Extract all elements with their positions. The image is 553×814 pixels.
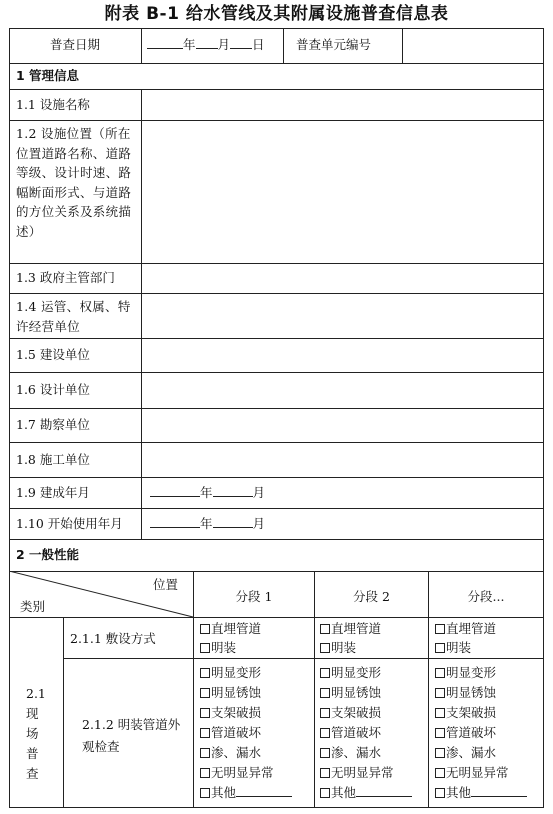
category-onsite-survey: 2.1 现场普查 — [26, 686, 46, 781]
checkbox-icon[interactable] — [435, 768, 445, 778]
checkbox-icon[interactable] — [200, 788, 210, 798]
rule — [63, 617, 64, 808]
row-label-builder-unit: 1.8 施工单位 — [16, 452, 90, 467]
facility-name-field[interactable] — [142, 90, 543, 120]
option-label: 无明显异常 — [446, 765, 509, 780]
option-label: 明显变形 — [446, 665, 497, 680]
rule — [428, 571, 429, 808]
checkbox-direct-buried[interactable] — [200, 620, 261, 638]
start-use-date-field[interactable] — [150, 515, 265, 533]
option-label: 管道破坏 — [211, 725, 262, 740]
checkbox-leakage[interactable] — [320, 744, 381, 762]
checkbox-pipe-damage[interactable] — [320, 724, 381, 742]
year-label: 年 — [200, 485, 213, 500]
checkbox-icon[interactable] — [320, 668, 330, 678]
operator-field[interactable] — [142, 294, 543, 338]
facility-location-field[interactable] — [142, 121, 543, 263]
checkbox-pipe-damage[interactable] — [435, 724, 496, 742]
rule — [314, 571, 315, 808]
checkbox-corrosion[interactable] — [435, 684, 496, 702]
option-label: 明显锈蚀 — [446, 685, 497, 700]
option-label: 直埋管道 — [446, 621, 497, 636]
checkbox-other[interactable] — [200, 784, 292, 802]
month-label: 月 — [217, 37, 231, 52]
option-label: 渗、漏水 — [211, 745, 262, 760]
segment-2-header: 分段 2 — [353, 589, 390, 604]
checkbox-icon[interactable] — [200, 728, 210, 738]
option-label: 渗、漏水 — [446, 745, 497, 760]
checkbox-other[interactable] — [320, 784, 412, 802]
exposed-pipe-inspection-label: 2.1.2 明装管道外观检查 — [82, 717, 181, 754]
checkbox-direct-buried[interactable] — [435, 620, 496, 638]
corner-category-label: 类别 — [20, 599, 46, 614]
row-label-government-department: 1.3 政府主管部门 — [16, 270, 115, 285]
rule — [9, 539, 544, 540]
checkbox-other[interactable] — [435, 784, 527, 802]
rule — [9, 508, 544, 509]
option-label: 其他 — [446, 785, 472, 800]
option-label: 管道破坏 — [331, 725, 382, 740]
survey-unit-number-field[interactable] — [403, 29, 543, 63]
segment-n-header: 分段... — [467, 589, 505, 604]
checkbox-deformation[interactable] — [200, 664, 261, 682]
option-label: 明显锈蚀 — [331, 685, 382, 700]
checkbox-icon[interactable] — [200, 643, 210, 653]
checkbox-icon[interactable] — [320, 768, 330, 778]
option-label: 明装 — [331, 640, 357, 655]
checkbox-exposed[interactable] — [200, 639, 236, 657]
option-label: 其他 — [331, 785, 357, 800]
checkbox-support-damage[interactable] — [435, 704, 496, 722]
checkbox-icon[interactable] — [200, 708, 210, 718]
section-2-heading: 2 一般性能 — [16, 547, 80, 562]
row-label-operator: 1.4 运管、权属、特许经营单位 — [16, 299, 131, 334]
checkbox-leakage[interactable] — [435, 744, 496, 762]
year-label: 年 — [183, 37, 196, 52]
checkbox-support-damage[interactable] — [200, 704, 261, 722]
checkbox-icon[interactable] — [200, 748, 210, 758]
option-label: 其他 — [211, 785, 237, 800]
checkbox-support-damage[interactable] — [320, 704, 381, 722]
rule — [9, 477, 544, 478]
builder-unit-field[interactable] — [142, 443, 543, 477]
option-label: 渗、漏水 — [331, 745, 382, 760]
government-department-field[interactable] — [142, 264, 543, 293]
section-1-heading: 1 管理信息 — [16, 68, 80, 83]
rule — [63, 658, 544, 659]
checkbox-deformation[interactable] — [320, 664, 381, 682]
checkbox-icon[interactable] — [320, 748, 330, 758]
checkbox-exposed[interactable] — [435, 639, 471, 657]
document-title: 附表 B-1 给水管线及其附属设施普查信息表 — [104, 4, 449, 24]
checkbox-deformation[interactable] — [435, 664, 496, 682]
construction-unit-field[interactable] — [142, 339, 543, 372]
option-label: 明装 — [211, 640, 237, 655]
checkbox-icon[interactable] — [435, 748, 445, 758]
checkbox-icon[interactable] — [200, 768, 210, 778]
checkbox-icon[interactable] — [320, 624, 330, 634]
option-label: 无明显异常 — [331, 765, 394, 780]
checkbox-icon[interactable] — [435, 643, 445, 653]
checkbox-icon[interactable] — [320, 688, 330, 698]
survey-unit-number-label: 普查单元编号 — [296, 37, 372, 52]
checkbox-leakage[interactable] — [200, 744, 261, 762]
row-label-start-use-date: 1.10 开始使用年月 — [16, 516, 123, 531]
checkbox-exposed[interactable] — [320, 639, 356, 657]
checkbox-icon[interactable] — [320, 728, 330, 738]
checkbox-corrosion[interactable] — [320, 684, 381, 702]
checkbox-icon[interactable] — [200, 688, 210, 698]
checkbox-icon[interactable] — [200, 668, 210, 678]
checkbox-icon[interactable] — [435, 788, 445, 798]
day-label: 日 — [252, 37, 265, 52]
checkbox-icon[interactable] — [320, 788, 330, 798]
option-label: 明显变形 — [211, 665, 262, 680]
survey-unit-field[interactable] — [142, 409, 543, 442]
option-label: 明显锈蚀 — [211, 685, 262, 700]
checkbox-pipe-damage[interactable] — [200, 724, 261, 742]
rule — [283, 28, 284, 63]
row-label-construction-unit: 1.5 建设单位 — [16, 347, 90, 362]
checkbox-no-abnormality[interactable] — [435, 764, 509, 782]
option-label: 直埋管道 — [331, 621, 382, 636]
completion-date-field[interactable] — [150, 484, 265, 502]
checkbox-icon[interactable] — [435, 668, 445, 678]
option-label: 支架破损 — [331, 705, 382, 720]
option-label: 管道破坏 — [446, 725, 497, 740]
row-label-facility-name: 1.1 设施名称 — [16, 97, 90, 112]
design-unit-field[interactable] — [142, 373, 543, 408]
survey-date-label: 普查日期 — [50, 37, 101, 52]
month-label: 月 — [252, 485, 266, 500]
option-label: 支架破损 — [211, 705, 262, 720]
option-label: 明显变形 — [331, 665, 382, 680]
row-label-facility-location: 1.2 设施位置（所在位置道路名称、道路等级、设计时速、路幅断面形式、与道路的方位关系及系统描述） — [16, 126, 132, 239]
checkbox-corrosion[interactable] — [200, 684, 261, 702]
row-label-completion-date: 1.9 建成年月 — [16, 485, 90, 500]
option-label: 直埋管道 — [211, 621, 262, 636]
month-label: 月 — [252, 516, 266, 531]
checkbox-icon[interactable] — [435, 708, 445, 718]
option-label: 支架破损 — [446, 705, 497, 720]
checkbox-icon[interactable] — [320, 643, 330, 653]
segment-1-header: 分段 1 — [235, 589, 273, 604]
row-label-design-unit: 1.6 设计单位 — [16, 382, 90, 397]
checkbox-icon[interactable] — [435, 624, 445, 634]
option-label: 明装 — [446, 640, 472, 655]
checkbox-icon[interactable] — [320, 708, 330, 718]
laying-method-label: 2.1.1 敷设方式 — [70, 631, 156, 646]
checkbox-icon[interactable] — [435, 688, 445, 698]
option-label: 无明显异常 — [211, 765, 274, 780]
checkbox-no-abnormality[interactable] — [320, 764, 394, 782]
checkbox-icon[interactable] — [200, 624, 210, 634]
rule — [9, 63, 544, 64]
checkbox-direct-buried[interactable] — [320, 620, 381, 638]
year-label: 年 — [200, 516, 213, 531]
checkbox-icon[interactable] — [435, 728, 445, 738]
rule — [141, 28, 142, 63]
survey-date-field[interactable] — [147, 36, 265, 54]
checkbox-no-abnormality[interactable] — [200, 764, 274, 782]
row-label-survey-unit: 1.7 勘察单位 — [16, 417, 90, 432]
corner-position-label: 位置 — [153, 577, 179, 592]
